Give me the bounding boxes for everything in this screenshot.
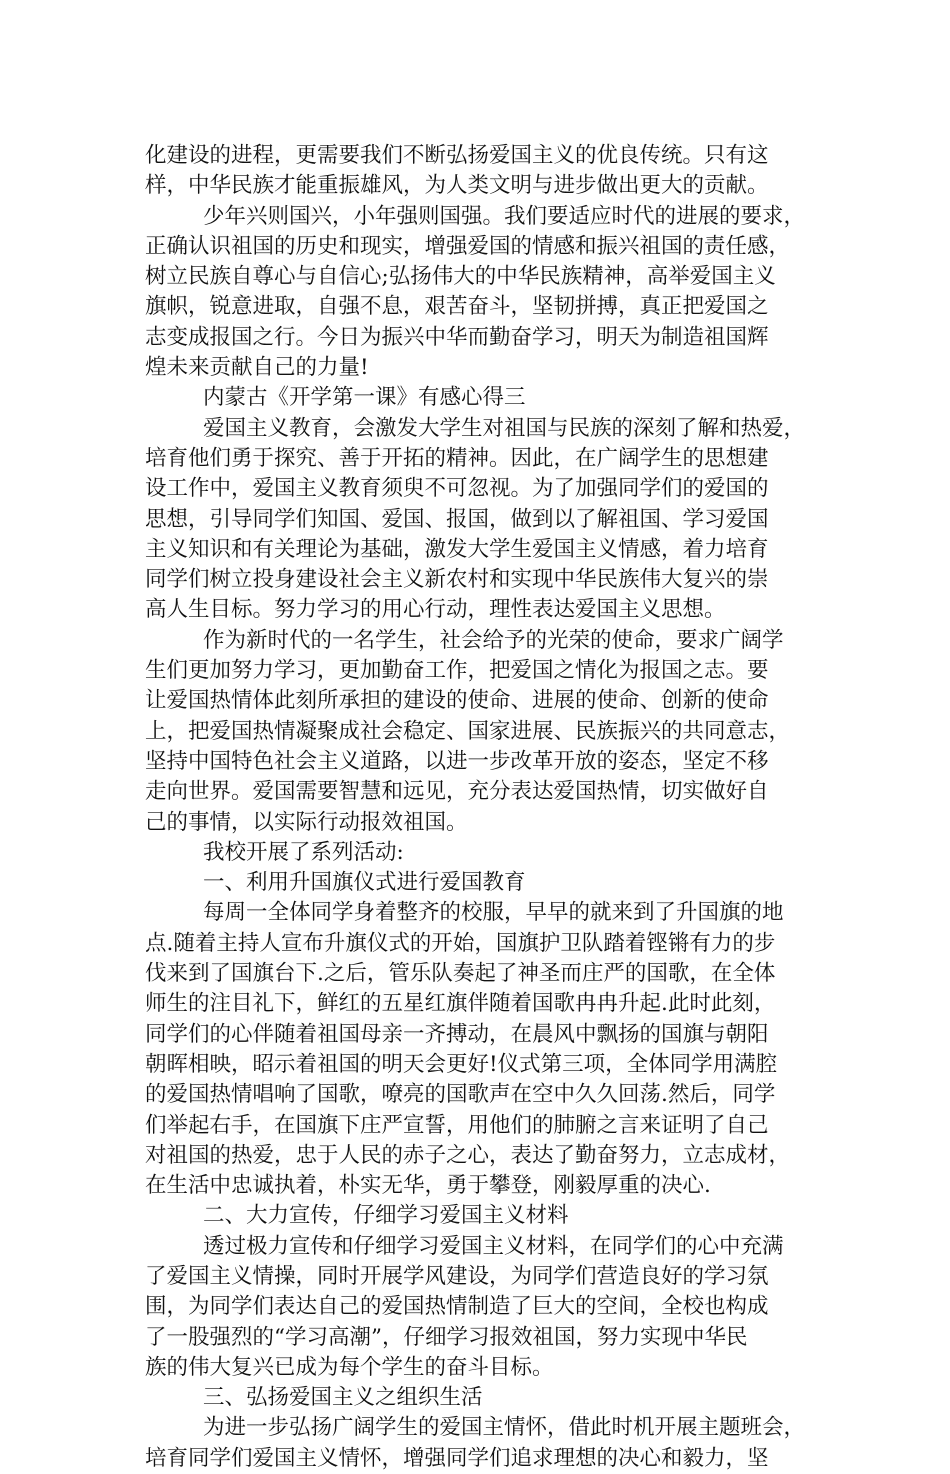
text-line: 生们更加努力学习，更加勤奋工作，把爱国之情化为报国之志。要 (145, 658, 769, 684)
text-line: 二、大力宣传，仔细学习爱国主义材料 (203, 1203, 569, 1229)
text-line: 设工作中，爱国主义教育须臾不可忽视。为了加强同学们的爱国的 (145, 476, 769, 502)
text-line: 己的事情，以实际行动报效祖国。 (145, 809, 468, 835)
text-line: 们举起右手，在国旗下庄严宣誓，用他们的肺腑之言来证明了自己 (145, 1112, 769, 1138)
text-line: 主义知识和有关理论为基础，激发大学生爱国主义情感，着力培育 (145, 536, 769, 562)
text-line: 样，中华民族才能重振雄风，为人类文明与进步做出更大的贡献。 (145, 173, 769, 199)
text-line: 围，为同学们表达自己的爱国热情制造了巨大的空间，全校也构成 (145, 1294, 769, 1320)
text-line: 思想，引导同学们知国、爱国、报国，做到以了解祖国、学习爱国 (145, 506, 769, 532)
text-line: 高人生目标。努力学习的用心行动，理性表达爱国主义思想。 (145, 597, 726, 623)
text-line: 为进一步弘扬广阔学生的爱国主情怀，借此时机开展主题班会， (203, 1415, 806, 1441)
text-line: 伐来到了国旗台下.之后，管乐队奏起了神圣而庄严的国歌，在全体 (145, 961, 776, 987)
text-line: 少年兴则国兴，小年强则国强。我们要适应时代的进展的要求， (203, 203, 806, 229)
text-line: 志变成报国之行。今日为振兴中华而勤奋学习，明天为制造祖国辉 (145, 324, 769, 350)
text-line: 在生活中忠诚执着，朴实无华，勇于攀登，刚毅厚重的决心. (145, 1173, 711, 1199)
text-line: 对祖国的热爱，忠于人民的赤子之心，表达了勤奋努力，立志成材， (145, 1142, 791, 1168)
text-line: 上，把爱国热情凝聚成社会稳定、国家进展、民族振兴的共同意志， (145, 718, 791, 744)
text-line: 的爱国热情唱响了国歌，嘹亮的国歌声在空中久久回荡.然后，同学 (145, 1082, 776, 1108)
text-line: 内蒙古《开学第一课》有感心得三 (203, 385, 526, 411)
text-line: 树立民族自尊心与自信心;弘扬伟大的中华民族精神，高举爱国主义 (145, 264, 776, 290)
text-line: 坚持中国特色社会主义道路，以进一步改革开放的姿态，坚定不移 (145, 748, 769, 774)
text-line: 走向世界。爱国需要智慧和远见，充分表达爱国热情，切实做好自 (145, 779, 769, 805)
text-line: 同学们树立投身建设社会主义新农村和实现中华民族伟大复兴的崇 (145, 567, 769, 593)
text-line: 每周一全体同学身着整齐的校服，早早的就来到了升国旗的地 (203, 900, 784, 926)
text-line: 透过极力宣传和仔细学习爱国主义材料，在同学们的心中充满 (203, 1233, 784, 1259)
text-line: 让爱国热情体此刻所承担的建设的使命、进展的使命、创新的使命 (145, 688, 769, 714)
text-line: 煌未来贡献自己的力量! (145, 355, 369, 381)
text-line: 化建设的进程，更需要我们不断弘扬爱国主义的优良传统。只有这 (145, 143, 769, 168)
text-line: 我校开展了系列活动: (203, 839, 404, 865)
text-line: 正确认识祖国的历史和现实，增强爱国的情感和振兴祖国的责任感， (145, 233, 791, 259)
text-line: 三、弘扬爱国主义之组织生活 (203, 1385, 483, 1411)
text-line: 朝晖相映，昭示着祖国的明天会更好!仪式第三项，全体同学用满腔 (145, 1051, 778, 1077)
text-line: 点.随着主持人宣布升旗仪式的开始，国旗护卫队踏着铿锵有力的步 (145, 930, 776, 956)
text-line: 一、利用升国旗仪式进行爱国教育 (203, 870, 526, 896)
text-line: 同学们的心伴随着祖国母亲一齐搏动，在晨风中飘扬的国旗与朝阳 (145, 1021, 769, 1047)
text-line: 爱国主义教育，会激发大学生对祖国与民族的深刻了解和热爱， (203, 415, 806, 441)
text-line: 旗帜，锐意进取，自强不息，艰苦奋斗，坚韧拼搏，真正把爱国之 (145, 294, 769, 320)
text-line: 了爱国主义情操，同时开展学风建设，为同学们营造良好的学习氛 (145, 1263, 769, 1289)
text-line: 培育他们勇于探究、善于开拓的精神。因此，在广阔学生的思想建 (145, 445, 769, 471)
document-page (145, 141, 825, 1474)
text-line: 作为新时代的一名学生，社会给予的光荣的使命，要求广阔学 (203, 627, 784, 653)
text-line: 族的伟大复兴已成为每个学生的奋斗目标。 (145, 1354, 554, 1380)
text-line: 师生的注目礼下，鲜红的五星红旗伴随着国歌冉冉升起.此时此刻， (145, 991, 776, 1017)
text-line: 了一股强烈的“学习高潮”，仔细学习报效祖国，努力实现中华民 (145, 1324, 748, 1350)
text-line: 培育同学们爱国主义情怀，增强同学们追求理想的决心和毅力，坚 (145, 1445, 769, 1471)
